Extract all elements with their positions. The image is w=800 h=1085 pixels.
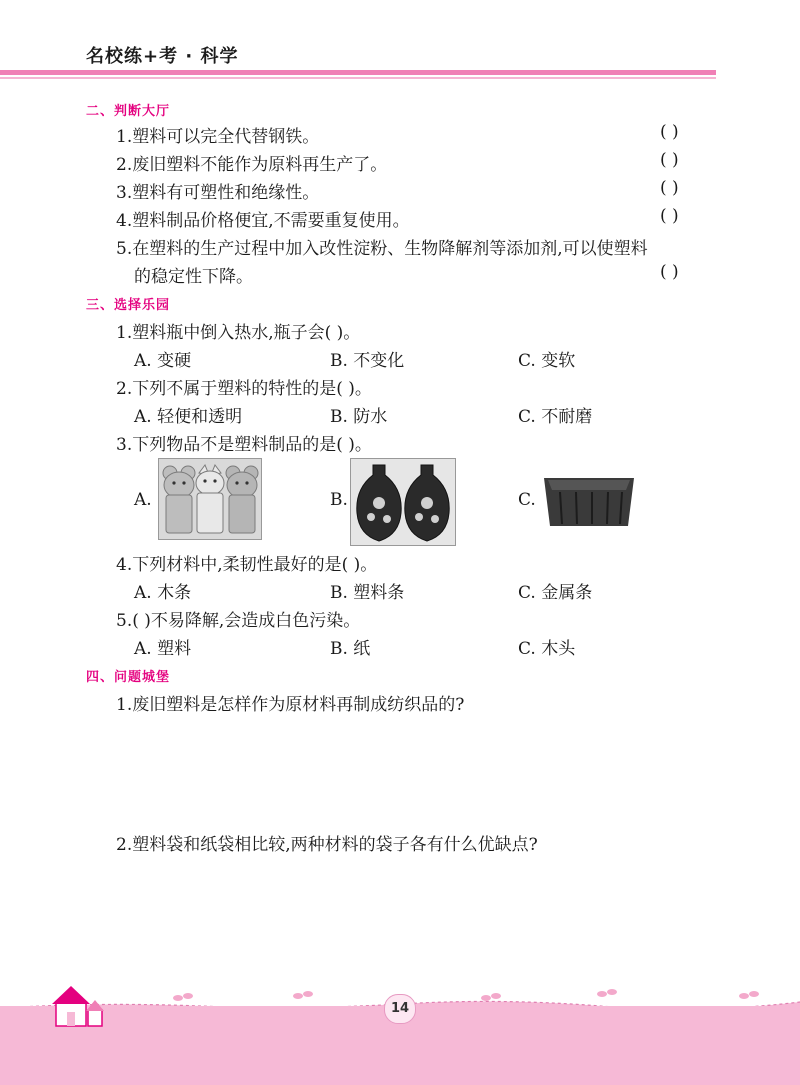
qa-question-2: 2.塑料袋和纸袋相比较,两种材料的袋子各有什么优缺点?	[116, 835, 538, 855]
judge-item-1: 1.塑料可以完全代替钢铁。	[116, 127, 320, 147]
choice-q4-option-c[interactable]: C. 金属条	[518, 583, 593, 603]
judge-answer-3[interactable]: ( )	[660, 178, 679, 198]
trash-bins-photo	[158, 458, 262, 540]
choice-q2-option-a[interactable]: A. 轻便和透明	[134, 407, 243, 427]
judge-item-2: 2.废旧塑料不能作为原料再生产了。	[116, 155, 388, 175]
judge-answer-5[interactable]: ( )	[660, 262, 679, 282]
judge-item-5: 5.在塑料的生产过程中加入改性淀粉、生物降解剂等添加剂,可以使塑料	[116, 239, 648, 259]
choice-q1-option-b[interactable]: B. 不变化	[330, 351, 405, 371]
judge-item-3: 3.塑料有可塑性和绝缘性。	[116, 183, 320, 203]
section-title-judge: 二、判断大厅	[86, 104, 171, 119]
choice-q4-stem: 4.下列材料中,柔韧性最好的是( )。	[116, 555, 378, 575]
section-title-qa: 四、问题城堡	[86, 670, 171, 685]
choice-q3-stem: 3.下列物品不是塑料制品的是( )。	[116, 435, 372, 455]
choice-q4-option-b[interactable]: B. 塑料条	[330, 583, 405, 603]
book-title: 名校练+考 · 科学	[86, 46, 239, 67]
choice-q1-stem: 1.塑料瓶中倒入热水,瓶子会( )。	[116, 323, 361, 343]
trash-bins-image	[159, 459, 261, 539]
plastic-crate-photo	[538, 470, 640, 530]
judge-item-4: 4.塑料制品价格便宜,不需要重复使用。	[116, 211, 410, 231]
plastic-crate-image	[538, 470, 640, 530]
choice-q3-option-c[interactable]: C.	[518, 490, 536, 510]
qa-question-1: 1.废旧塑料是怎样作为原材料再制成纺织品的?	[116, 695, 465, 715]
choice-q1-option-c[interactable]: C. 变软	[518, 351, 576, 371]
judge-answer-1[interactable]: ( )	[660, 122, 679, 142]
vases-image	[351, 459, 455, 545]
judge-item-5-cont: 的稳定性下降。	[134, 267, 253, 287]
choice-q5-stem: 5.( )不易降解,会造成白色污染。	[116, 611, 361, 631]
choice-q2-stem: 2.下列不属于塑料的特性的是( )。	[116, 379, 372, 399]
choice-q3-option-b[interactable]: B.	[330, 490, 348, 510]
judge-answer-2[interactable]: ( )	[660, 150, 679, 170]
section-title-choice: 三、选择乐园	[86, 298, 171, 313]
choice-q5-option-a[interactable]: A. 塑料	[134, 639, 192, 659]
vases-photo	[350, 458, 456, 546]
header-bar-thin	[0, 77, 716, 79]
page-number: 14	[384, 994, 416, 1024]
choice-q5-option-c[interactable]: C. 木头	[518, 639, 576, 659]
choice-q2-option-c[interactable]: C. 不耐磨	[518, 407, 593, 427]
choice-q2-option-b[interactable]: B. 防水	[330, 407, 388, 427]
judge-answer-4[interactable]: ( )	[660, 206, 679, 226]
choice-q3-option-a[interactable]: A.	[134, 490, 152, 510]
header-bar	[0, 70, 716, 75]
choice-q5-option-b[interactable]: B. 纸	[330, 639, 371, 659]
choice-q1-option-a[interactable]: A. 变硬	[134, 351, 192, 371]
choice-q4-option-a[interactable]: A. 木条	[134, 583, 192, 603]
